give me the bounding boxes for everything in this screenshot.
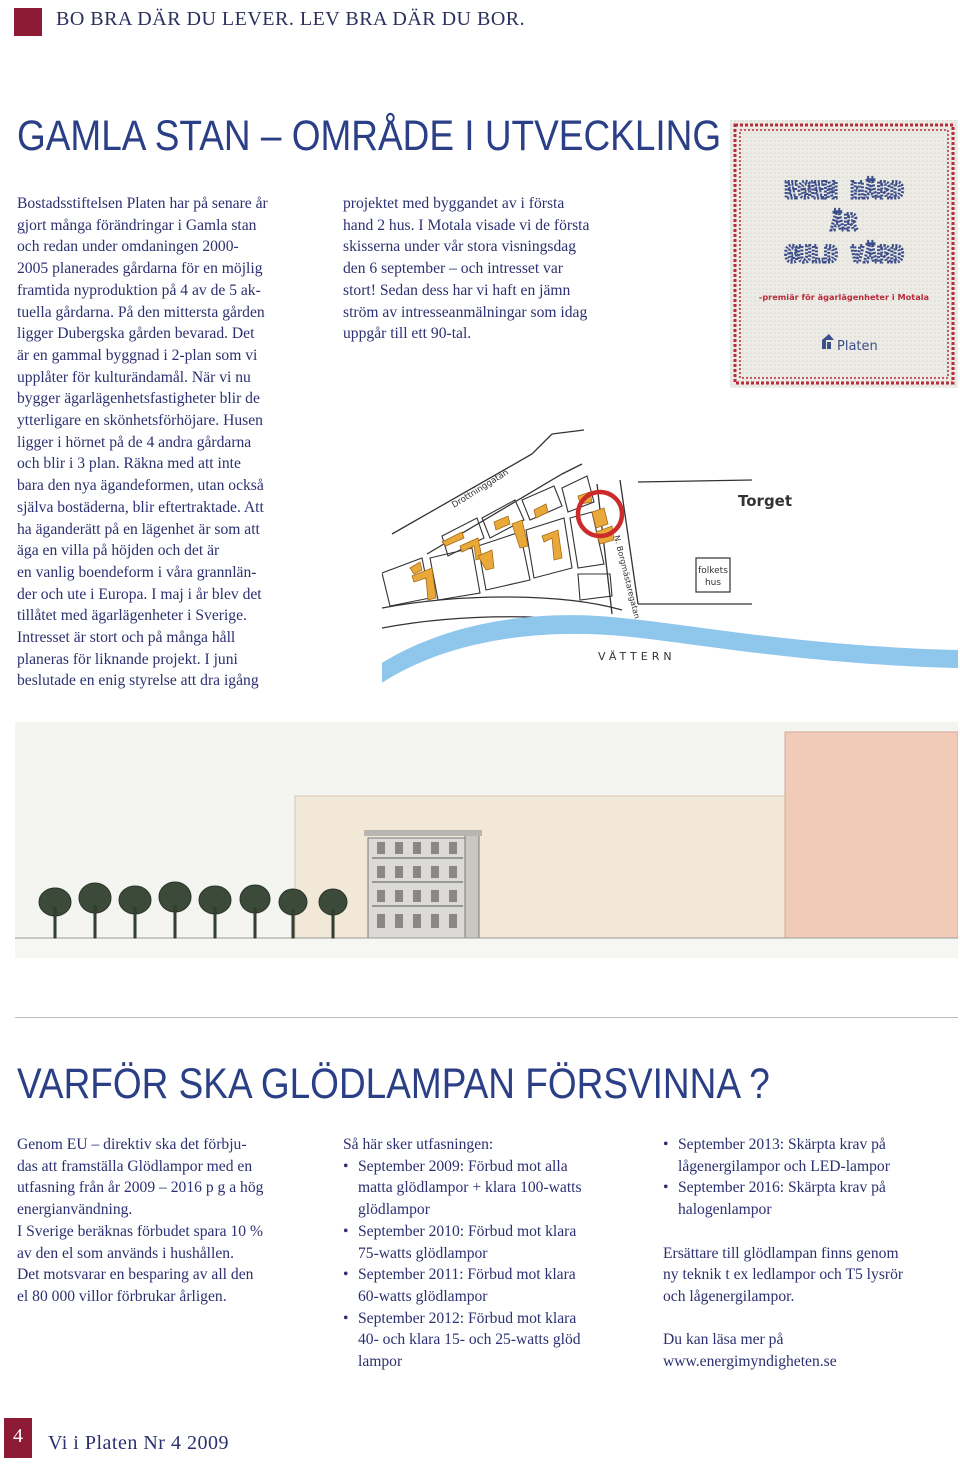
header-tagline: BO BRA DÄR DU LEVER. LEV BRA DÄR DU BOR. xyxy=(56,8,526,30)
article-title-gamla-stan: GAMLA STAN – OMRÅDE I UTVECKLING xyxy=(17,112,722,160)
phaseout-list xyxy=(343,1156,643,1373)
list-item: • September 2011: Förbud mot klara 60-watts glödlampor xyxy=(343,1264,643,1307)
poster-line-3: GULD VÄRD xyxy=(784,243,904,268)
section-divider xyxy=(15,1017,958,1018)
header-accent-square xyxy=(14,8,42,36)
map-label-borgmastaregatan: N. Borgmästaregatan xyxy=(612,534,642,620)
glodlampan-column-2 xyxy=(343,1134,643,1373)
list-item: • September 2009: Förbud mot alla matta glödlampor + klara 100-watts glödlampor xyxy=(343,1156,643,1221)
list-item: • September 2013: Skärpta krav på lågenergilampor och LED-lampor xyxy=(663,1134,955,1177)
elevation-ground xyxy=(15,938,958,958)
map-block-outlines xyxy=(382,476,612,606)
article-title-glodlampan: VARFÖR SKA GLÖDLAMPAN FÖRSVINNA ? xyxy=(17,1060,770,1108)
list-item: • September 2012: Förbud mot klara 40- och klara 15- och 25-watts glöd lampor xyxy=(343,1308,643,1373)
map-label-torget: Torget xyxy=(738,492,793,510)
publication-name: Vi i Platen Nr 4 2009 xyxy=(48,1432,229,1454)
article-body-left: Bostadsstiftelsen Platen har på senare år gjort många förändringar i Gamla stan och redan under omdaningen 2000- 2005 planerades gårdarna för en möjlig framtida nyproduktion på 4 av de 5 ak- tuella gårdarna. På den mittersta gården ligger Dubergska gården bevarad. Det är en gammal byggnad i 2-plan som vi upplåter för kulturändamål. När vi nu bygger ägarlägenhetsfastigheter blir de ytterligare en skönhetsförhöjare. Husen ligger i hörnet på de 4 andra gårdarna och blir i 3 plan. Räkna med att inte bara den nya ägandeformen, utan också själva bostäderna, blir eftertraktade. Att ha äganderätt på en lägenhet är som att äga en villa på höjden och det är en vanlig boendeform i våra grannlän- der och ute i Europa. I maj i år blev det tillåtet med ägarlägenheter i Sverige. Intresset är stort och på många håll planeras för liknande projekt. I juni beslutade en enig styrelse att dra igång xyxy=(17,195,268,690)
poster-line-2: ÄR xyxy=(830,211,858,236)
requirements-list xyxy=(663,1134,955,1221)
map-label-hus: hus xyxy=(704,578,722,588)
map-label-folkets: folkets xyxy=(698,566,728,576)
page-number: 4 xyxy=(13,1425,23,1447)
poster-logo-text: Platen xyxy=(837,339,878,354)
elevation-apartment-building xyxy=(364,830,482,938)
poster-line-1: EGEN HÄRD xyxy=(784,179,904,204)
cross-stitch-poster xyxy=(730,120,958,388)
map-label-vattern: VÄTTERN xyxy=(598,650,676,663)
elevation-tall-building xyxy=(785,732,958,946)
article-body-middle: projektet med byggandet av i första hand 2 hus. I Motala visade vi de första skisserna under vår stora visningsdag den 6 september – och intresset var stort! Sedan dess har vi haft en jämn ström av intresseanmälningar som idag uppgår till ett 90-tal. xyxy=(343,195,590,343)
list-item: • September 2016: Skärpta krav på halogenlampor xyxy=(663,1177,955,1220)
energimyndigheten-link[interactable]: www.energimyndigheten.se xyxy=(663,1353,837,1370)
map-label-drottninggatan: Drottninggatan xyxy=(450,467,511,511)
glodlampan-column-3: • September 2013: Skärpta krav på lågenergilampor och LED-lampor • September 2016: Skärpta krav på halogenlampor Ersättare till glödlampan finns genom ny teknik t ex ledlampor och T5 lysrör och lågenergilampor. Du kan läsa mer på www.energimyndigheten.se xyxy=(663,1134,955,1373)
building-elevation-drawing xyxy=(15,722,958,958)
site-map xyxy=(382,428,958,696)
phaseout-intro: Så här sker utfasningen: xyxy=(343,1136,494,1153)
poster-subtitle: -premiär för ägarlägenheter i Motala xyxy=(758,292,930,302)
list-item: • September 2010: Förbud mot klara 75-watts glödlampor xyxy=(343,1221,643,1264)
glodlampan-column-1: Genom EU – direktiv ska det förbju- das att framställa Glödlampor med en utfasning från år 2009 – 2016 p g a hög energianvändning. I Sverige beräknas förbudet spara 10 % av den el som används i hushållen. Det motsvarar en besparing av all den el 80 000 villor förbrukar årligen. xyxy=(17,1136,264,1305)
